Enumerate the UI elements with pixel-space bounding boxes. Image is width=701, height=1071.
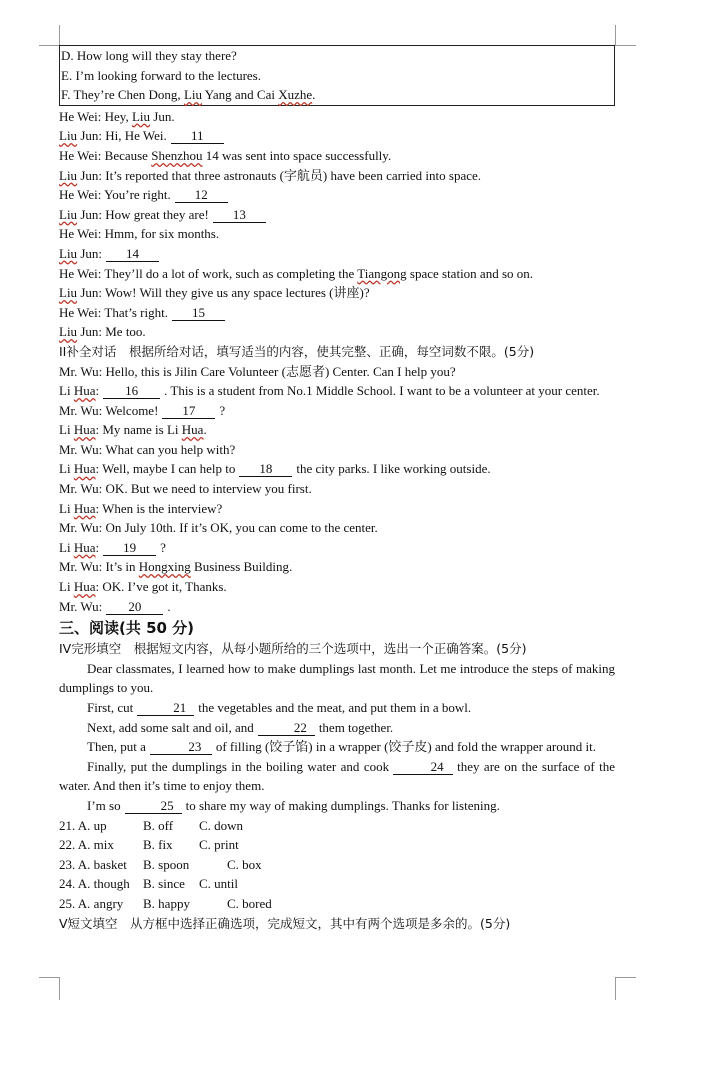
text-run: ?: [219, 402, 226, 418]
dialogue1-line: [59, 303, 615, 323]
section4-title: IV完形填空 根据短文内容，从每小题所给的三个选项中，选出一个正确答案。(5分): [59, 641, 527, 657]
choice-c[interactable]: C. bored: [227, 895, 272, 911]
proper-noun: Xuzhe: [278, 87, 313, 103]
choice-a[interactable]: 25. A. angry: [59, 895, 124, 911]
option-f: [61, 85, 611, 105]
text-run: Jun: Wow! Will they give us any space lectures (讲座)?: [77, 285, 370, 301]
text-run: Jun:: [77, 245, 102, 261]
part3-heading: 三、阅读(共 50 分): [59, 619, 195, 638]
passage-paragraph: [59, 796, 615, 816]
choice-row: [59, 835, 615, 855]
choice-c[interactable]: C. print: [199, 837, 239, 853]
dialogue2-line: [59, 597, 615, 617]
text-run: ?: [160, 539, 166, 555]
text-run: First, cut: [87, 700, 134, 715]
proper-noun: Liu: [59, 206, 78, 222]
proper-noun: Hua: [73, 500, 96, 516]
text-run: : My name is Li: [95, 422, 182, 438]
dialogue2-line: [59, 420, 615, 440]
proper-noun: Liu: [59, 324, 78, 340]
dialogue2-line: [59, 557, 615, 577]
answer-blank-13[interactable]: 13: [213, 207, 266, 223]
choice-row: [59, 855, 615, 875]
text-run: Next, add some salt and oil, and: [87, 719, 254, 735]
text-run: 14 was sent into space successfully.: [202, 147, 392, 163]
proper-noun: Hua: [73, 579, 96, 595]
passage-paragraph: [59, 737, 615, 757]
choice-b[interactable]: B. spoon: [143, 856, 190, 872]
text-run: Li: [59, 422, 74, 438]
answer-blank-11[interactable]: 11: [171, 128, 224, 144]
answer-blank-18[interactable]: 18: [239, 461, 292, 477]
proper-noun: Shenzhou: [151, 147, 203, 163]
proper-noun: Liu: [183, 87, 202, 103]
answer-blank-24[interactable]: 24: [393, 759, 453, 775]
choice-a[interactable]: 24. A. though: [59, 876, 130, 892]
text-run: . This is a student from No.1 Middle School. I want to be a volunteer at your center.: [164, 383, 600, 399]
proper-noun: Liu: [131, 108, 151, 124]
text-run: Mr. Wu: It’s in: [59, 559, 139, 575]
text-run: Jun.: [150, 108, 175, 124]
proper-noun: Hua: [73, 422, 96, 438]
option-e: E. I’m looking forward to the lectures.: [61, 67, 261, 83]
page-content: [59, 45, 615, 933]
text-run: of filling (饺子馅) in a wrapper (饺子皮) and fold the wrapper around it.: [215, 739, 596, 755]
choice-a[interactable]: 23. A. basket: [59, 856, 127, 872]
answer-blank-14[interactable]: 14: [106, 246, 159, 262]
option-d: D. How long will they stay there?: [61, 48, 237, 63]
text-run: I’m so: [87, 797, 121, 813]
answer-blank-20[interactable]: 20: [106, 599, 163, 615]
proper-noun: Hua: [73, 539, 96, 555]
text-run: He Wei: That’s right.: [59, 304, 168, 320]
dialogue2-line: [59, 381, 615, 401]
text-run: Finally, put the dumplings in the boiling water and cook: [87, 758, 390, 774]
dialogue1-line: [59, 283, 615, 303]
answer-blank-15[interactable]: 15: [172, 305, 225, 321]
proper-noun: Hua: [181, 422, 204, 438]
crop-mark-top-left: [39, 25, 60, 46]
text-run: He Wei: Because: [59, 147, 152, 163]
text-run: : OK. I’ve got it, Thanks.: [95, 579, 227, 595]
passage-paragraph: Dear classmates, I learned how to make dumplings last month. Let me introduce the steps of making dumplings to you.: [59, 660, 615, 696]
crop-mark-bottom-right: [615, 977, 636, 1000]
section5-title: V短文填空 从方框中选择正确选项，完成短文，其中有两个选项是多余的。(5分): [59, 915, 511, 931]
passage-paragraph: [59, 718, 615, 738]
choice-b[interactable]: B. fix: [143, 837, 173, 853]
dialogue1-line: [59, 185, 615, 205]
answer-blank-23[interactable]: 23: [150, 739, 212, 755]
choice-b[interactable]: B. happy: [143, 895, 190, 911]
text-run: He Wei: Hmm, for six months.: [59, 226, 220, 242]
text-run: Jun: Hi, He Wei.: [77, 128, 167, 144]
choice-row: [59, 894, 615, 914]
dialogue1-line: [59, 146, 615, 166]
section2-title: II补全对话 根据所给对话，填写适当的内容，使其完整、正确，每空词数不限。(5分): [59, 343, 535, 359]
choice-a[interactable]: 21. A. up: [59, 817, 107, 833]
text-run: Li: [59, 383, 74, 399]
choice-a[interactable]: 22. A. mix: [59, 837, 114, 853]
answer-blank-21[interactable]: 21: [137, 700, 194, 716]
answer-blank-17[interactable]: 17: [162, 403, 215, 419]
dialogue1-line: [59, 166, 615, 186]
dialogue1-line: [59, 264, 615, 284]
passage-paragraph: [59, 757, 615, 796]
choice-row: [59, 874, 615, 894]
text-run: Li: [59, 539, 74, 555]
dialogue1-line: [59, 244, 615, 264]
text-run: the city parks. I like working outside.: [296, 461, 491, 477]
text-run: to share my way of making dumplings. Thanks for listening.: [185, 797, 500, 813]
crop-mark-bottom-left: [39, 977, 60, 1000]
answer-blank-19[interactable]: 19: [103, 540, 156, 556]
dialogue2-line: Mr. Wu: OK. But we need to interview you first.: [59, 481, 312, 497]
text-run: Li: [59, 461, 74, 477]
dialogue2-line: [59, 401, 615, 421]
dialogue2-line: Mr. Wu: What can you help with?: [59, 441, 236, 457]
dialogue1-line: [59, 126, 615, 146]
passage-paragraph: [59, 698, 615, 718]
dialogue2-line: Mr. Wu: On July 10th. If it’s OK, you can come to the center.: [59, 520, 378, 536]
text-run: .: [203, 422, 207, 438]
dialogue2-line: Mr. Wu: Hello, this is Jilin Care Volunteer (志愿者) Center. Can I help you?: [59, 363, 456, 379]
text-run: He Wei: You’re right.: [59, 187, 171, 203]
text-run: .: [167, 598, 171, 614]
text-run: Mr. Wu: Welcome!: [59, 402, 159, 418]
choice-c[interactable]: C. until: [199, 876, 239, 892]
text-run: :: [95, 383, 100, 399]
text-run: Business Building.: [190, 559, 293, 575]
proper-noun: Hua: [73, 461, 96, 477]
dialogue2-line: [59, 499, 615, 519]
dialogue1-line: [59, 322, 615, 342]
dialogue2-line: [59, 577, 615, 597]
text-run: He Wei: Hey,: [59, 108, 132, 124]
text-run: Then, put a: [87, 739, 146, 755]
text-run: Jun: How great they are!: [77, 206, 209, 222]
text-run: Jun: Me too.: [77, 324, 146, 340]
text-run: them together.: [318, 719, 394, 735]
text-run: Jun: It’s reported that three astronauts (字航员) have been carried into space.: [77, 167, 482, 183]
choice-b[interactable]: B. since: [143, 876, 185, 892]
text-run: : When is the interview?: [95, 500, 223, 516]
text-run: Li: [59, 500, 74, 516]
text-run: He Wei: They’ll do a lot of work, such as completing the: [59, 265, 358, 281]
dialogue2-line: [59, 538, 615, 558]
proper-noun: Liu: [59, 167, 78, 183]
choice-b[interactable]: B. off: [143, 817, 174, 833]
proper-noun: Liu: [59, 245, 78, 261]
dialogue1-line: [59, 224, 615, 244]
options-box: [59, 45, 615, 106]
text-run: Mr. Wu:: [59, 598, 103, 614]
answer-blank-12[interactable]: 12: [175, 187, 228, 203]
dialogue1-line: [59, 205, 615, 225]
answer-blank-22[interactable]: 22: [258, 720, 315, 736]
proper-noun: Tiangong: [357, 265, 407, 281]
answer-blank-16[interactable]: 16: [103, 383, 160, 399]
text-run: :: [95, 539, 100, 555]
text-run: .: [312, 87, 316, 103]
text-run: F. They’re Chen Dong,: [61, 87, 184, 103]
text-run: they are on the surface of the water. And then it’s time to enjoy them.: [59, 758, 615, 794]
answer-blank-25[interactable]: 25: [125, 798, 182, 814]
proper-noun: Liu: [59, 285, 78, 301]
proper-noun: Liu: [59, 128, 78, 144]
text-run: the vegetables and the meat, and put them in a bowl.: [198, 700, 472, 715]
text-run: Yang and Cai: [204, 87, 279, 103]
dialogue1-line: [59, 107, 615, 127]
crop-mark-top-right: [615, 25, 636, 46]
text-run: Li: [59, 579, 74, 595]
choice-row: [59, 816, 615, 836]
text-run: : Well, maybe I can help to: [95, 461, 236, 477]
text-run: space station and so on.: [406, 265, 534, 281]
dialogue2-line: [59, 459, 615, 479]
choice-c[interactable]: C. box: [227, 856, 262, 872]
proper-noun: Hongxing: [138, 559, 191, 575]
choice-c[interactable]: C. down: [199, 817, 244, 833]
proper-noun: Hua: [73, 383, 96, 399]
